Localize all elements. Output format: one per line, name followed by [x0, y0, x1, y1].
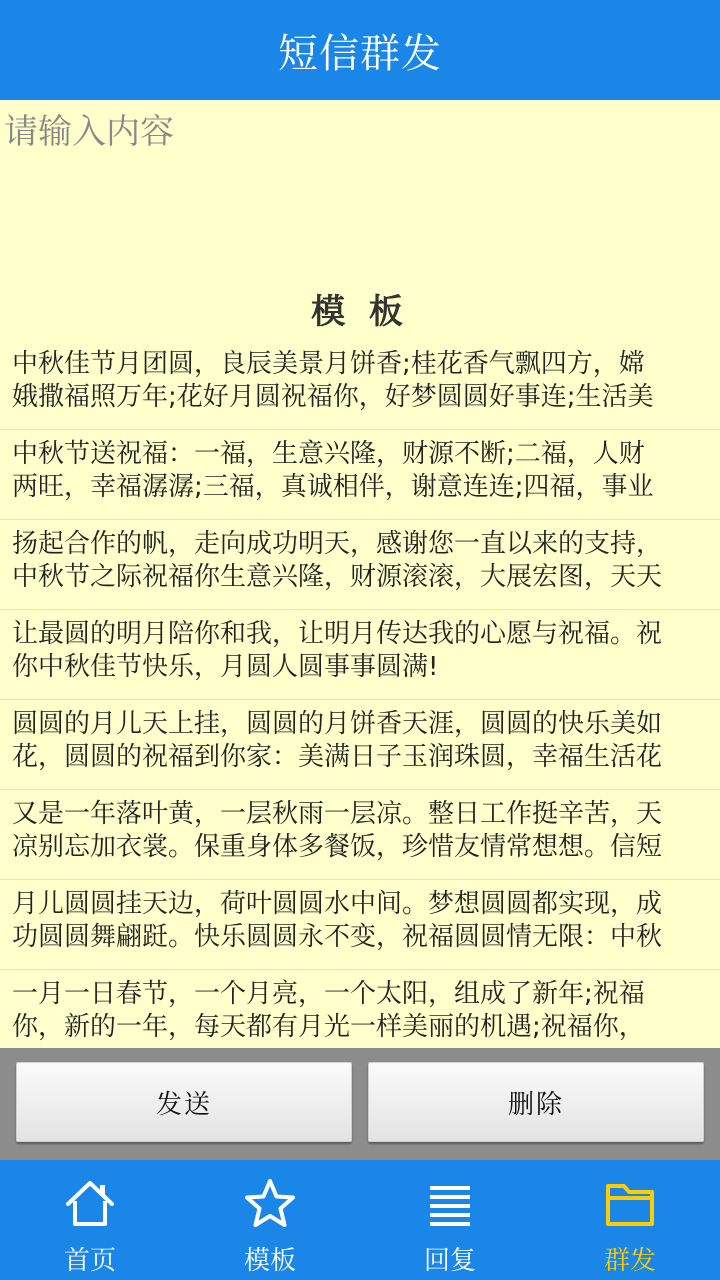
template-text-line: 圆圆的月儿天上挂，圆圆的月饼香天涯，圆圆的快乐美如: [12, 709, 663, 739]
template-text-line: 娥撒福照万年;花好月圆祝福你，好梦圆圆好事连;生活美: [12, 382, 654, 412]
template-text-line: 两旺，幸福潺潺;三福，真诚相伴，谢意连连;四福，事业: [12, 472, 654, 502]
home-icon: [62, 1176, 118, 1232]
tab-label: 首页: [63, 1246, 116, 1276]
app-header: [0, 0, 720, 100]
template-item[interactable]: [0, 790, 720, 880]
template-text-line: 一月一日春节，一个月亮，一个太阳，组成了新年;祝福: [12, 979, 645, 1009]
tab-home[interactable]: [0, 1160, 180, 1280]
send-button[interactable]: 发送: [16, 1062, 352, 1142]
template-item[interactable]: [0, 880, 720, 970]
tab-mass-send[interactable]: [540, 1160, 720, 1280]
template-text-line: 你，新的一年，每天都有月光一样美丽的机遇;祝福你，: [12, 1012, 645, 1042]
template-item[interactable]: [0, 340, 720, 430]
template-item[interactable]: [0, 700, 720, 790]
template-text-line: 扬起合作的帆，走向成功明天，感谢您一直以来的支持，: [12, 529, 663, 559]
tab-reply[interactable]: [360, 1160, 540, 1280]
template-text-line: 中秋佳节月团圆，良辰美景月饼香;桂花香气飘四方，嫦: [12, 349, 645, 379]
template-item[interactable]: [0, 430, 720, 520]
template-text-line: 你中秋佳节快乐，月圆人圆事事圆满!: [12, 652, 439, 682]
template-text-line: 功圆圆舞翩跹。快乐圆圆永不变，祝福圆圆情无限：中秋: [12, 922, 663, 952]
tab-label: 模板: [243, 1246, 296, 1276]
delete-button[interactable]: 删除: [368, 1062, 704, 1142]
tab-label: 回复: [423, 1246, 476, 1276]
template-text-line: 中秋节之际祝福你生意兴隆，财源滚滚，大展宏图，天天: [12, 562, 663, 592]
folder-icon: [602, 1176, 658, 1232]
message-input[interactable]: [0, 100, 720, 280]
template-item[interactable]: [0, 610, 720, 700]
tab-templates[interactable]: [180, 1160, 360, 1280]
action-bar: [0, 1048, 720, 1160]
template-text-line: 中秋节送祝福：一福，生意兴隆，财源不断;二福，人财: [12, 439, 645, 469]
template-item[interactable]: [0, 520, 720, 610]
star-icon: [242, 1176, 298, 1232]
template-item[interactable]: [0, 970, 720, 1048]
templates-heading: 模 板: [311, 292, 409, 332]
template-list[interactable]: [0, 340, 720, 1048]
page-title: 短信群发: [278, 30, 442, 77]
template-text-line: 又是一年落叶黄，一层秋雨一层凉。整日工作挺辛苦，天: [12, 799, 663, 829]
template-text-line: 凉别忘加衣裳。保重身体多餐饭，珍惜友情常想想。信短: [12, 832, 663, 862]
template-text-line: 花，圆圆的祝福到你家：美满日子玉润珠圆，幸福生活花: [12, 742, 663, 772]
bottom-tab-bar: [0, 1160, 720, 1280]
tab-label: 群发: [603, 1246, 656, 1276]
template-text-line: 让最圆的明月陪你和我，让明月传达我的心愿与祝福。祝: [12, 619, 663, 649]
template-text-line: 月儿圆圆挂天边，荷叶圆圆水中间。梦想圆圆都实现，成: [12, 889, 663, 919]
list-icon: [422, 1176, 478, 1232]
